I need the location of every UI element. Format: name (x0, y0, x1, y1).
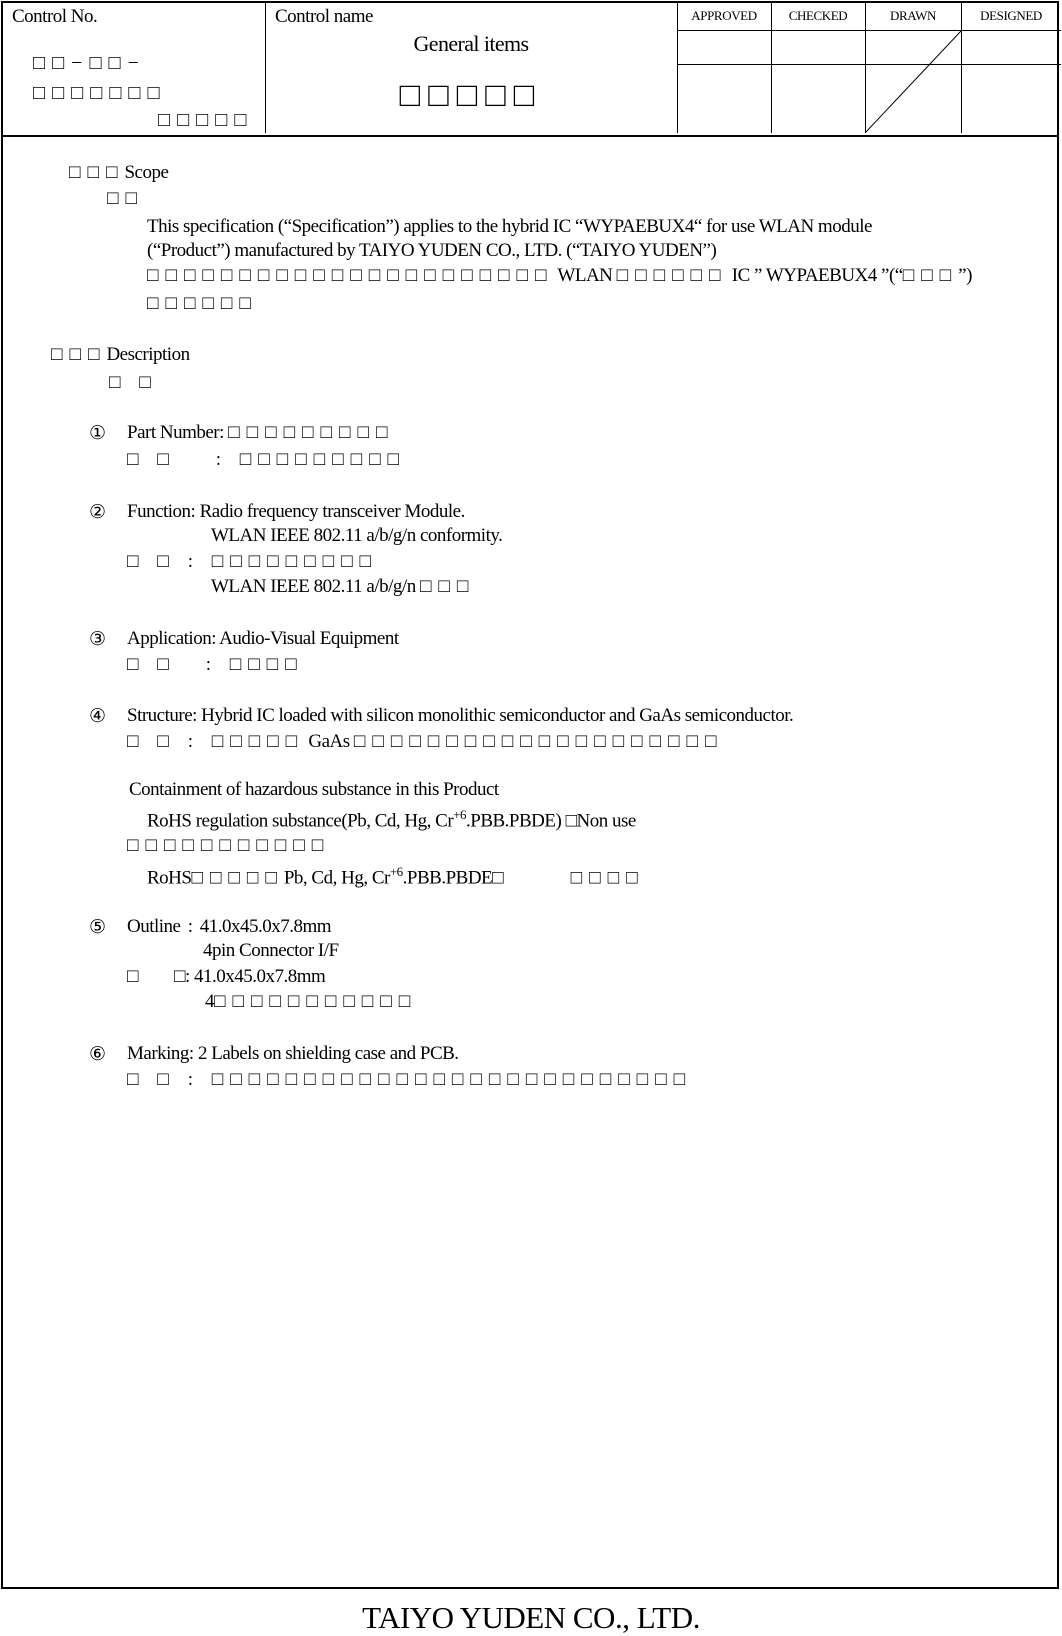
item-number-3: ③ (89, 629, 106, 650)
hazard-en: Containment of hazardous substance in this Product (129, 779, 499, 800)
hazard-jp: □□□□□□□□□□□ (127, 835, 331, 856)
control-no-line3: □□□□□ (158, 109, 254, 131)
outline-en-line1: Outline : 41.0x45.0x7.8mm (127, 916, 332, 937)
outline-jp-line1: □ □: 41.0x45.0x7.8mm (127, 966, 326, 987)
control-no-line1: □□−□□− (33, 52, 146, 74)
application-en: Application: Audio-Visual Equipment (127, 628, 399, 649)
scope-jp-line1: □□□□□□□□□□□□□□□□□□□□□□ WLAN □□□□□□ IC ” WYPAEBUX4 ”(“□□□”) (147, 265, 972, 286)
control-name-jp: □□□□□ (399, 77, 543, 114)
item-number-2: ② (89, 502, 106, 523)
function-jp-line2: WLAN IEEE 802.11 a/b/g/n □□□ (211, 576, 476, 597)
document-frame (1, 1, 1059, 1589)
control-name-label: Control name (275, 6, 373, 27)
rohs-en: RoHS regulation substance(Pb, Cd, Hg, $Cr^{+6}.PBB.PBDE$) □Non use (147, 807, 636, 832)
scope-jp-heading: □□ (107, 188, 144, 209)
scope-jp-line2: □□□□□□ (147, 293, 258, 314)
item-number-4: ④ (89, 706, 106, 727)
item-number-6: ⑥ (89, 1044, 106, 1065)
structure-jp: □ □ : □□□□□ GaAs □□□□□□□□□□□□□□□□□□□□ (127, 731, 724, 752)
approved-label: APPROVED (691, 8, 757, 23)
function-en-line1: Function: Radio frequency transceiver Module. (127, 501, 465, 522)
item-number-5: ⑤ (89, 917, 106, 938)
function-en-line2: WLAN IEEE 802.11 a/b/g/n conformity. (211, 525, 503, 546)
title-block (3, 3, 1057, 137)
drawn-diagonal (865, 31, 961, 133)
rohs-jp: RoHS□□□□□Pb, Cd, Hg, $Cr^{+6}.PBB.PBDE□$ □□□□ (147, 864, 645, 889)
part-number-jp: □ □ : □□□□□□□□□ (127, 449, 407, 470)
designed-label: DESIGNED (980, 8, 1042, 23)
part-number-en: Part Number: □□□□□□□□□ (127, 422, 395, 443)
function-jp-line1: □ □ : □□□□□□□□□ (127, 551, 379, 572)
control-no-line2: □□□□□□□ (33, 82, 167, 104)
outline-en-line2: 4pin Connector I/F (203, 940, 339, 961)
control-no-label: Control No. (12, 6, 98, 27)
scope-en-line2: (“Product”) manufactured by TAIYO YUDEN CO., LTD. (“TAIYO YUDEN”) (147, 240, 717, 261)
checked-label: CHECKED (788, 8, 848, 23)
company-footer: TAIYO YUDEN CO., LTD. (362, 1600, 700, 1635)
marking-en: Marking: 2 Labels on shielding case and PCB. (127, 1043, 459, 1064)
drawn-label: DRAWN (889, 8, 937, 23)
application-jp: □ □ : □□□□ (127, 654, 304, 675)
outline-jp-line2: 4□□□□□□□□□□□ (205, 991, 418, 1012)
marking-jp: □ □ : □□□□□□□□□□□□□□□□□□□□□□□□□□ (127, 1069, 693, 1090)
description-jp-heading: □ □ (109, 372, 158, 393)
scope-heading: □□□Scope (69, 162, 169, 183)
control-name-value: General items (413, 31, 529, 56)
description-heading: □□□Description (51, 344, 190, 365)
item-number-1: ① (89, 423, 106, 444)
structure-en: Structure: Hybrid IC loaded with silicon monolithic semiconductor and GaAs semiconductor. (127, 705, 794, 726)
scope-en-line1: This specification (“Specification”) applies to the hybrid IC “WYPAEBUX4“ for use WLAN module (147, 216, 872, 237)
